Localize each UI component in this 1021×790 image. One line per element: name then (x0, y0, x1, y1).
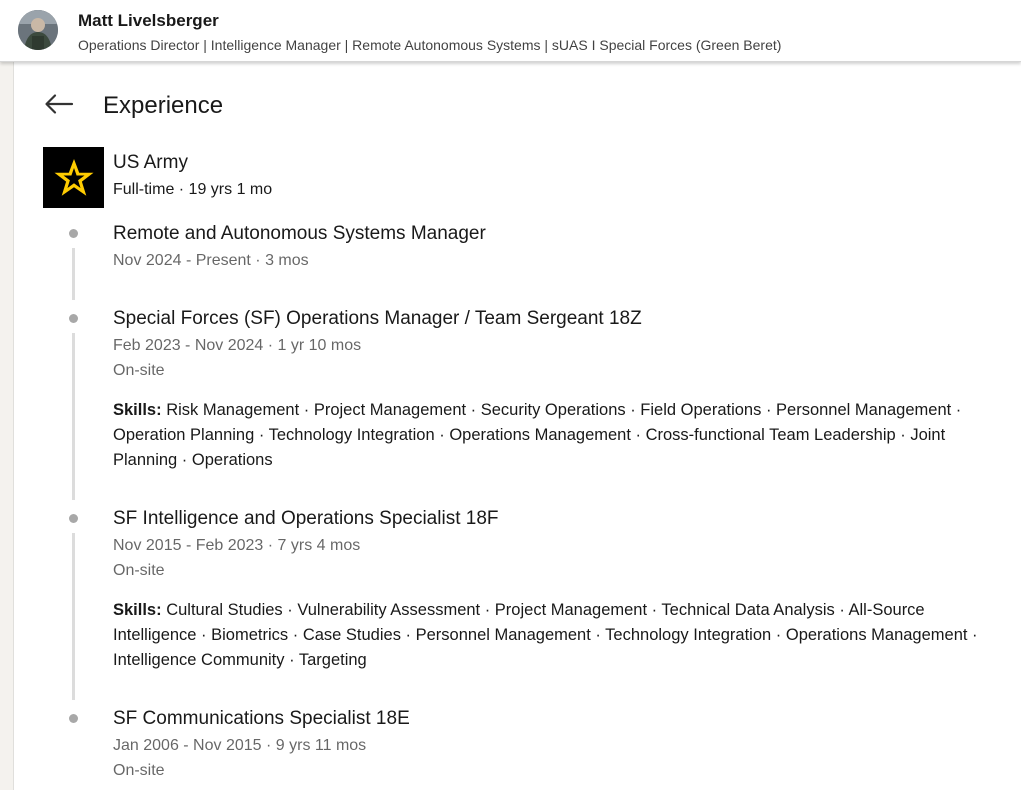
company-name[interactable]: US Army (113, 152, 188, 173)
position-location: On-site (113, 362, 165, 379)
position-item (113, 307, 993, 473)
timeline-dot (69, 714, 78, 723)
timeline-dot (69, 314, 78, 323)
position-location: On-site (113, 562, 165, 579)
company-tenure: Full-time · 19 yrs 1 mo (113, 181, 273, 198)
position-item (113, 507, 993, 673)
skills-label: Skills: (113, 401, 162, 419)
avatar[interactable] (18, 10, 58, 50)
position-dates: Jan 2006 - Nov 2015 · 9 yrs 11 mos (113, 737, 367, 754)
skills-list: Cultural Studies · Vulnerability Assessment · Project Management · Technical Data Analysis · All-Source Intelligence · Biometrics · Case Studies · Personnel Management · Technology Integration · Operations Management · Intelligence Community · Targeting (113, 601, 978, 669)
position-title: SF Communications Specialist 18E (113, 708, 410, 729)
position-title: Special Forces (SF) Operations Manager / Team Sergeant 18Z (113, 308, 642, 329)
position-title: SF Intelligence and Operations Specialist 18F (113, 508, 499, 529)
position-dates: Nov 2024 - Present · 3 mos (113, 252, 309, 269)
position-dates: Nov 2015 - Feb 2023 · 7 yrs 4 mos (113, 537, 361, 554)
profile-top-bar (0, 0, 1021, 62)
position-location: On-site (113, 762, 165, 779)
timeline-line (72, 533, 75, 700)
experience-card (13, 62, 1021, 790)
timeline-dot (69, 514, 78, 523)
timeline-dot (69, 229, 78, 238)
position-item (113, 707, 993, 783)
back-button[interactable] (44, 92, 74, 116)
profile-name[interactable]: Matt Livelsberger (78, 11, 219, 30)
timeline-line (72, 333, 75, 500)
position-skills[interactable] (113, 598, 993, 673)
arrow-left-icon (44, 92, 74, 116)
skills-list: Risk Management · Project Management · Security Operations · Field Operations · Personnel Management · Operation Planning · Technology Integration · Operations Management · Cross-functional Team Leadership · Joint Planning · Operations (113, 401, 962, 469)
profile-headline: Operations Director | Intelligence Manager | Remote Autonomous Systems | sUAS I Special Forces (Green Beret) (78, 37, 782, 53)
position-title: Remote and Autonomous Systems Manager (113, 223, 486, 244)
star-icon (52, 156, 96, 200)
position-dates: Feb 2023 - Nov 2024 · 1 yr 10 mos (113, 337, 362, 354)
skills-label: Skills: (113, 601, 162, 619)
page-title: Experience (103, 92, 224, 119)
timeline-line (72, 248, 75, 300)
position-item (113, 222, 993, 273)
company-logo[interactable] (43, 147, 104, 208)
position-skills[interactable] (113, 398, 993, 473)
